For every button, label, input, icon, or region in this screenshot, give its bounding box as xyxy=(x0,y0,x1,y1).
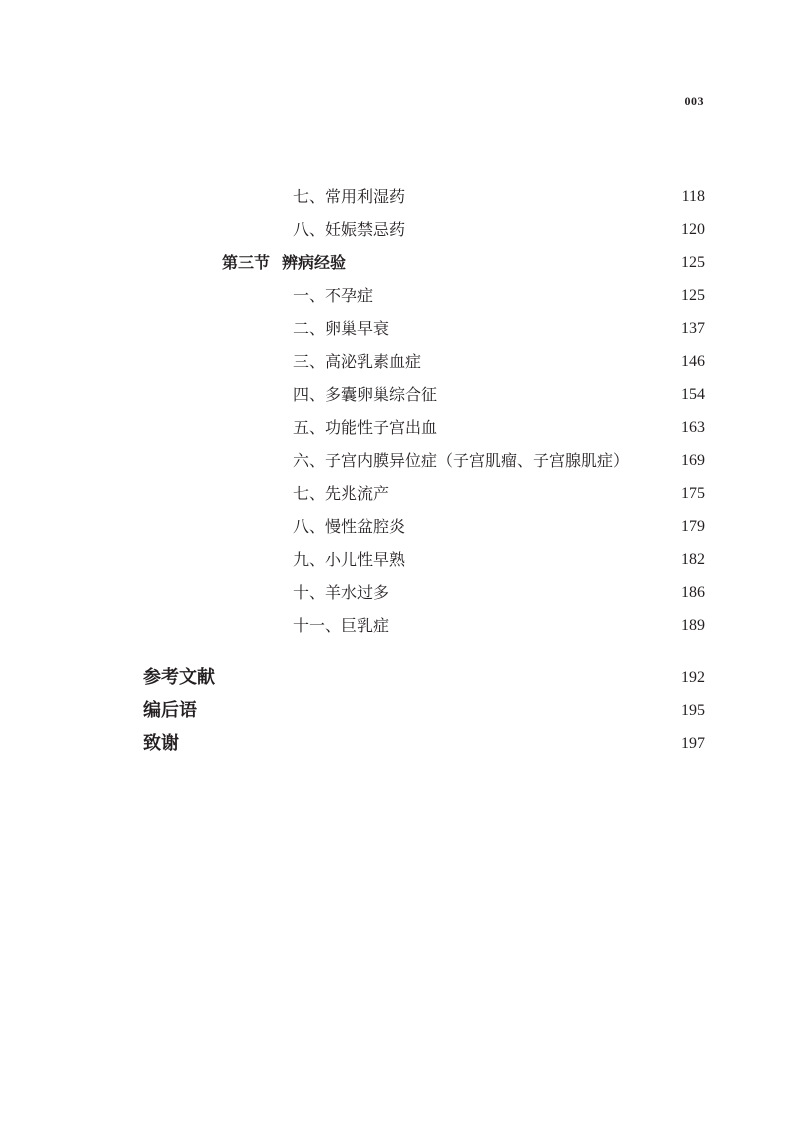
toc-entry[interactable] xyxy=(0,182,800,212)
toc-entry-title: 六、子宫内膜异位症（子宫肌瘤、子宫腺肌症） xyxy=(293,451,630,470)
toc-entry-title: 五、功能性子宫出血 xyxy=(293,418,438,437)
toc-chapter-title: 致谢 xyxy=(143,733,179,754)
toc-entry-page: 195 xyxy=(681,702,705,719)
toc-entry-page: 120 xyxy=(681,221,705,238)
toc-section-heading xyxy=(222,248,346,278)
section-title: 辨病经验 xyxy=(282,253,347,272)
toc-entry[interactable] xyxy=(0,446,800,476)
toc-entry-page: 154 xyxy=(681,386,705,403)
toc-chapter-title: 参考文献 xyxy=(143,667,215,688)
toc-entry-title: 八、慢性盆腔炎 xyxy=(293,517,406,536)
toc-entry-title: 十一、巨乳症 xyxy=(293,616,390,635)
toc-entry-title: 三、高泌乳素血症 xyxy=(293,352,422,371)
toc-entry-page: 189 xyxy=(681,617,705,634)
toc-entry-page: 137 xyxy=(681,320,705,337)
toc-entry[interactable] xyxy=(0,281,800,311)
toc-entry-page: 125 xyxy=(681,287,705,304)
toc-entry[interactable] xyxy=(0,611,800,641)
toc-entry-title: 七、常用利湿药 xyxy=(293,187,406,206)
toc-entry[interactable] xyxy=(0,578,800,608)
toc-entry-page: 192 xyxy=(681,669,705,686)
toc-entry[interactable] xyxy=(0,380,800,410)
toc-entry-title: 一、不孕症 xyxy=(293,286,374,305)
toc-entry-page: 197 xyxy=(681,735,705,752)
toc-section-entry[interactable] xyxy=(0,248,800,278)
toc-entry-page: 118 xyxy=(681,188,705,205)
toc-entry-title: 七、先兆流产 xyxy=(293,484,390,503)
toc-entry[interactable] xyxy=(0,215,800,245)
toc-entry[interactable] xyxy=(0,347,800,377)
toc-entry-page: 175 xyxy=(681,485,705,502)
toc-entry-title: 十、羊水过多 xyxy=(293,583,390,602)
toc-entry-page: 182 xyxy=(681,551,705,568)
toc-entry[interactable] xyxy=(0,512,800,542)
toc-entry-title: 四、多囊卵巢综合征 xyxy=(293,385,438,404)
toc-chapter-title: 编后语 xyxy=(143,700,197,721)
toc-entry-page: 163 xyxy=(681,419,705,436)
toc-entry-title: 八、妊娠禁忌药 xyxy=(293,220,406,239)
toc-chapter-entry[interactable] xyxy=(0,696,800,726)
toc-entry[interactable] xyxy=(0,479,800,509)
toc-entry-page: 125 xyxy=(681,254,705,271)
toc-chapter-entry[interactable] xyxy=(0,729,800,759)
toc-entry[interactable] xyxy=(0,545,800,575)
toc-chapter-entry[interactable] xyxy=(0,663,800,693)
toc-entry[interactable] xyxy=(0,413,800,443)
toc-entry-title: 二、卵巢早衰 xyxy=(293,319,390,338)
toc-entry-title: 九、小儿性早熟 xyxy=(293,550,406,569)
page-number: 003 xyxy=(684,94,704,108)
toc-entry-page: 186 xyxy=(681,584,705,601)
toc-entry-page: 146 xyxy=(681,353,705,370)
section-number: 第三节 xyxy=(222,253,271,272)
toc-entry[interactable] xyxy=(0,314,800,344)
toc-entry-page: 169 xyxy=(681,452,705,469)
toc-entry-page: 179 xyxy=(681,518,705,535)
